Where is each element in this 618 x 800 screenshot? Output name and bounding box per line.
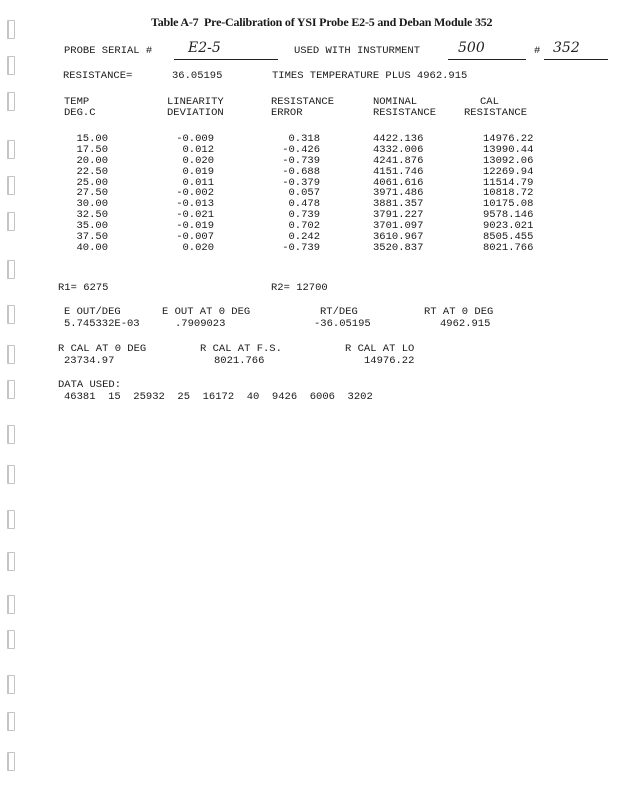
header-cal-2: RESISTANCE [464,107,528,119]
eout-deg-label: E OUT/DEG [64,306,121,318]
cell-linearity: 0.020 [182,241,214,254]
module-underline [544,59,608,60]
binder-hole [7,56,15,75]
cell-nominal: 3971.486 [373,187,424,200]
header-nominal-2: RESISTANCE [373,107,437,119]
cell-linearity: 0.012 [182,143,214,156]
binder-hole [7,465,15,484]
cell-cal: 10818.72 [483,187,534,200]
resistance-value: 36.05195 [172,70,223,82]
header-linearity-1: LINEARITY [167,96,224,108]
cell-cal: 13092.06 [483,154,534,167]
cell-resistance-error: 0.318 [288,133,320,145]
rt-zero-label: RT AT 0 DEG [424,306,494,318]
instrument-underline [448,59,526,60]
cell-temp: 15.00 [76,133,108,145]
binder-hole [7,510,15,529]
binder-hole [7,260,15,279]
cell-resistance-error: 0.242 [288,231,320,244]
cell-temp: 25.00 [76,176,108,189]
cell-cal: 11514.79 [483,176,534,189]
cell-temp: 20.00 [76,154,108,167]
cell-linearity: -0.013 [176,198,214,211]
r1-value: R1= 6275 [58,282,109,294]
module-value: 352 [553,40,580,56]
cell-cal: 12269.94 [483,165,534,178]
cell-nominal: 4061.616 [373,176,424,189]
column-linearity [162,134,214,254]
cell-cal: 8021.766 [483,241,534,254]
used-with-label: USED WITH INSTURMENT [294,45,421,57]
cell-cal: 8505.455 [483,231,534,244]
rcal-fs-label: R CAL AT F.S. [200,343,282,355]
probe-serial-label: PROBE SERIAL # [64,45,153,57]
cell-nominal: 3610.967 [373,231,424,244]
header-cal-1: CAL [480,96,499,108]
header-error-2: ERROR [271,107,303,119]
eout-zero-label: E OUT AT 0 DEG [162,306,251,318]
eout-deg-value: 5.745332E-03 [64,318,140,330]
probe-serial-value: E2-5 [188,40,221,56]
column-nominal-resistance [373,134,443,254]
rcal-lo-label: R CAL AT LO [345,343,415,355]
cell-temp: 22.50 [76,165,108,178]
column-temp [64,134,108,254]
cell-cal: 13990.44 [483,143,534,156]
header-nominal-1: NOMINAL [373,96,418,108]
binder-hole [7,425,15,444]
header-temp-2: DEG.C [64,107,96,119]
binder-hole [7,176,15,195]
cell-resistance-error: -0.739 [282,154,320,167]
binder-hole [7,380,15,399]
column-resistance-error [268,134,320,254]
rcal-fs-value: 8021.766 [214,355,265,367]
cell-nominal: 4422.136 [373,133,424,145]
cell-temp: 27.50 [76,187,108,200]
probe-serial-underline [174,59,278,60]
eout-zero-value: .7909023 [175,318,226,330]
binder-hole [7,675,15,694]
cell-temp: 32.50 [76,209,108,222]
resistance-formula: TIMES TEMPERATURE PLUS 4962.915 [272,70,468,82]
cell-resistance-error: 0.057 [288,187,320,200]
cell-nominal: 3701.097 [373,220,424,233]
cell-temp: 37.50 [76,231,108,244]
data-used-label: DATA USED: [58,379,122,391]
cell-nominal: 3881.357 [373,198,424,211]
cell-linearity: -0.002 [176,187,214,200]
header-error-1: RESISTANCE [271,96,335,108]
binder-hole [7,552,15,571]
cell-resistance-error: -0.426 [282,143,320,156]
cell-linearity: -0.019 [176,220,214,233]
cell-temp: 17.50 [76,143,108,156]
column-cal-resistance [483,134,553,254]
binder-hole [7,630,15,649]
instrument-value: 500 [458,40,485,56]
cell-temp: 30.00 [76,198,108,211]
cell-cal: 14976.22 [483,133,534,145]
cell-linearity: 0.019 [182,165,214,178]
cell-resistance-error: -0.739 [282,241,320,254]
page-title: Table A-7 Pre-Calibration of YSI Probe E2-5 and Deban Module 352 [151,15,493,29]
binder-hole [7,92,15,111]
cell-cal: 9578.146 [483,209,534,222]
binder-hole [7,345,15,364]
cell-resistance-error: 0.739 [288,209,320,222]
r2-value: R2= 12700 [271,282,328,294]
cell-linearity: -0.021 [176,209,214,222]
binder-hole [7,712,15,731]
rcal-lo-value: 14976.22 [364,355,415,367]
header-linearity-2: DEVIATION [167,107,224,119]
cell-linearity: -0.007 [176,231,214,244]
cell-linearity: -0.009 [176,133,214,145]
cell-temp: 35.00 [76,220,108,233]
module-label: # [534,45,541,57]
rt-deg-value: -36.05195 [314,318,371,330]
cell-linearity: 0.011 [182,176,214,189]
cell-nominal: 4151.746 [373,165,424,178]
binder-hole [7,752,15,771]
cell-nominal: 4241.876 [373,154,424,167]
resistance-label: RESISTANCE= [63,70,133,82]
binder-hole [7,140,15,159]
cell-temp: 40.00 [76,241,108,254]
cell-resistance-error: -0.688 [282,165,320,178]
binder-hole [7,595,15,614]
rt-zero-value: 4962.915 [440,318,491,330]
cell-resistance-error: 0.702 [288,220,320,233]
cell-resistance-error: -0.379 [282,176,320,189]
cell-nominal: 4332.006 [373,143,424,156]
binder-hole [7,20,15,39]
cell-nominal: 3520.837 [373,241,424,254]
cell-cal: 10175.08 [483,198,534,211]
cell-linearity: 0.020 [182,154,214,167]
rt-deg-label: RT/DEG [320,306,358,318]
rcal-zero-label: R CAL AT 0 DEG [58,343,147,355]
cell-cal: 9023.021 [483,220,534,233]
binder-hole [7,305,15,324]
cell-nominal: 3791.227 [373,209,424,222]
rcal-zero-value: 23734.97 [64,355,115,367]
data-used-values: 46381 15 25932 25 16172 40 9426 6006 3202 [64,391,373,403]
header-temp-1: TEMP [64,96,90,108]
cell-resistance-error: 0.478 [288,198,320,211]
binder-hole [7,212,15,231]
